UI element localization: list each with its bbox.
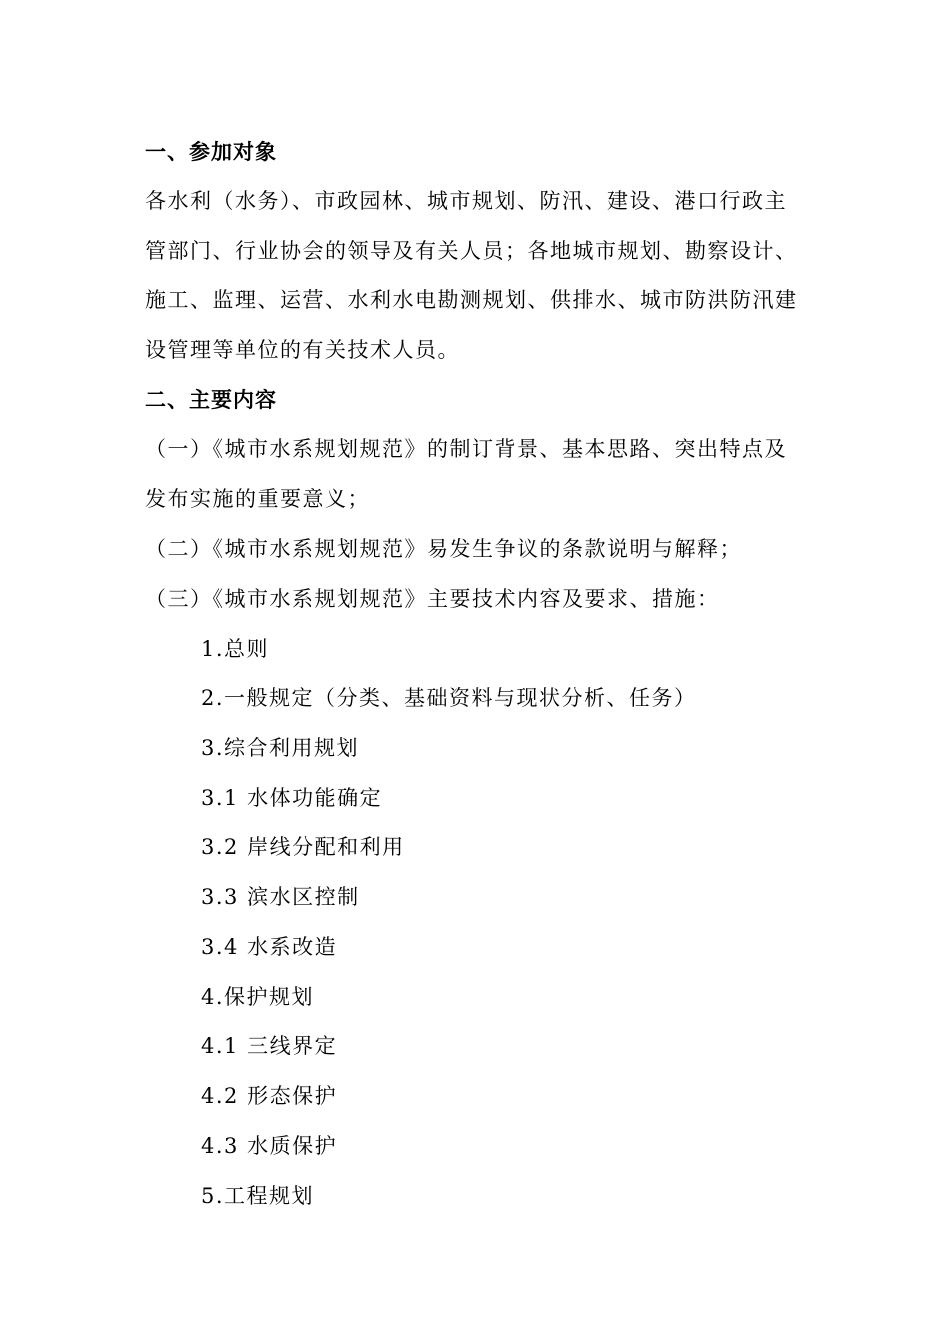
outline-item: 2.一般规定（分类、基础资料与现状分析、任务） — [201, 686, 697, 710]
paragraph-line: 施工、监理、运营、水利水电勘测规划、供排水、城市防洪防汛建 — [145, 288, 798, 312]
paragraph-line: 各水利（水务）、市政园林、城市规划、防汛、建设、港口行政主 — [145, 189, 787, 213]
content-item-line: 发布实施的重要意义； — [145, 487, 370, 511]
content-item-line: （一）《城市水系规划规范》的制订背景、基本思路、突出特点及 — [145, 437, 787, 461]
content-item-line: （二）《城市水系规划规范》易发生争议的条款说明与解释； — [145, 537, 742, 561]
outline-item: 4.1 三线界定 — [201, 1034, 338, 1058]
content-item-line: （三）《城市水系规划规范》主要技术内容及要求、措施： — [145, 587, 720, 611]
outline-item: 4.保护规划 — [201, 985, 315, 1009]
outline-item: 4.2 形态保护 — [201, 1084, 338, 1108]
outline-item: 4.3 水质保护 — [201, 1134, 338, 1158]
paragraph-line: 管部门、行业协会的领导及有关人员；各地城市规划、勘察设计、 — [145, 239, 798, 263]
outline-item: 3.综合利用规划 — [201, 736, 360, 760]
outline-item: 5.工程规划 — [201, 1184, 315, 1208]
outline-item: 3.4 水系改造 — [201, 935, 338, 959]
section-heading-participants: 一、参加对象 — [145, 139, 277, 164]
outline-item: 3.2 岸线分配和利用 — [201, 835, 405, 859]
outline-item: 3.1 水体功能确定 — [201, 786, 383, 810]
section-heading-main-content: 二、主要内容 — [145, 387, 277, 412]
outline-item: 1.总则 — [201, 637, 270, 661]
outline-item: 3.3 滨水区控制 — [201, 885, 360, 909]
paragraph-line: 设管理等单位的有关技术人员。 — [145, 338, 460, 362]
